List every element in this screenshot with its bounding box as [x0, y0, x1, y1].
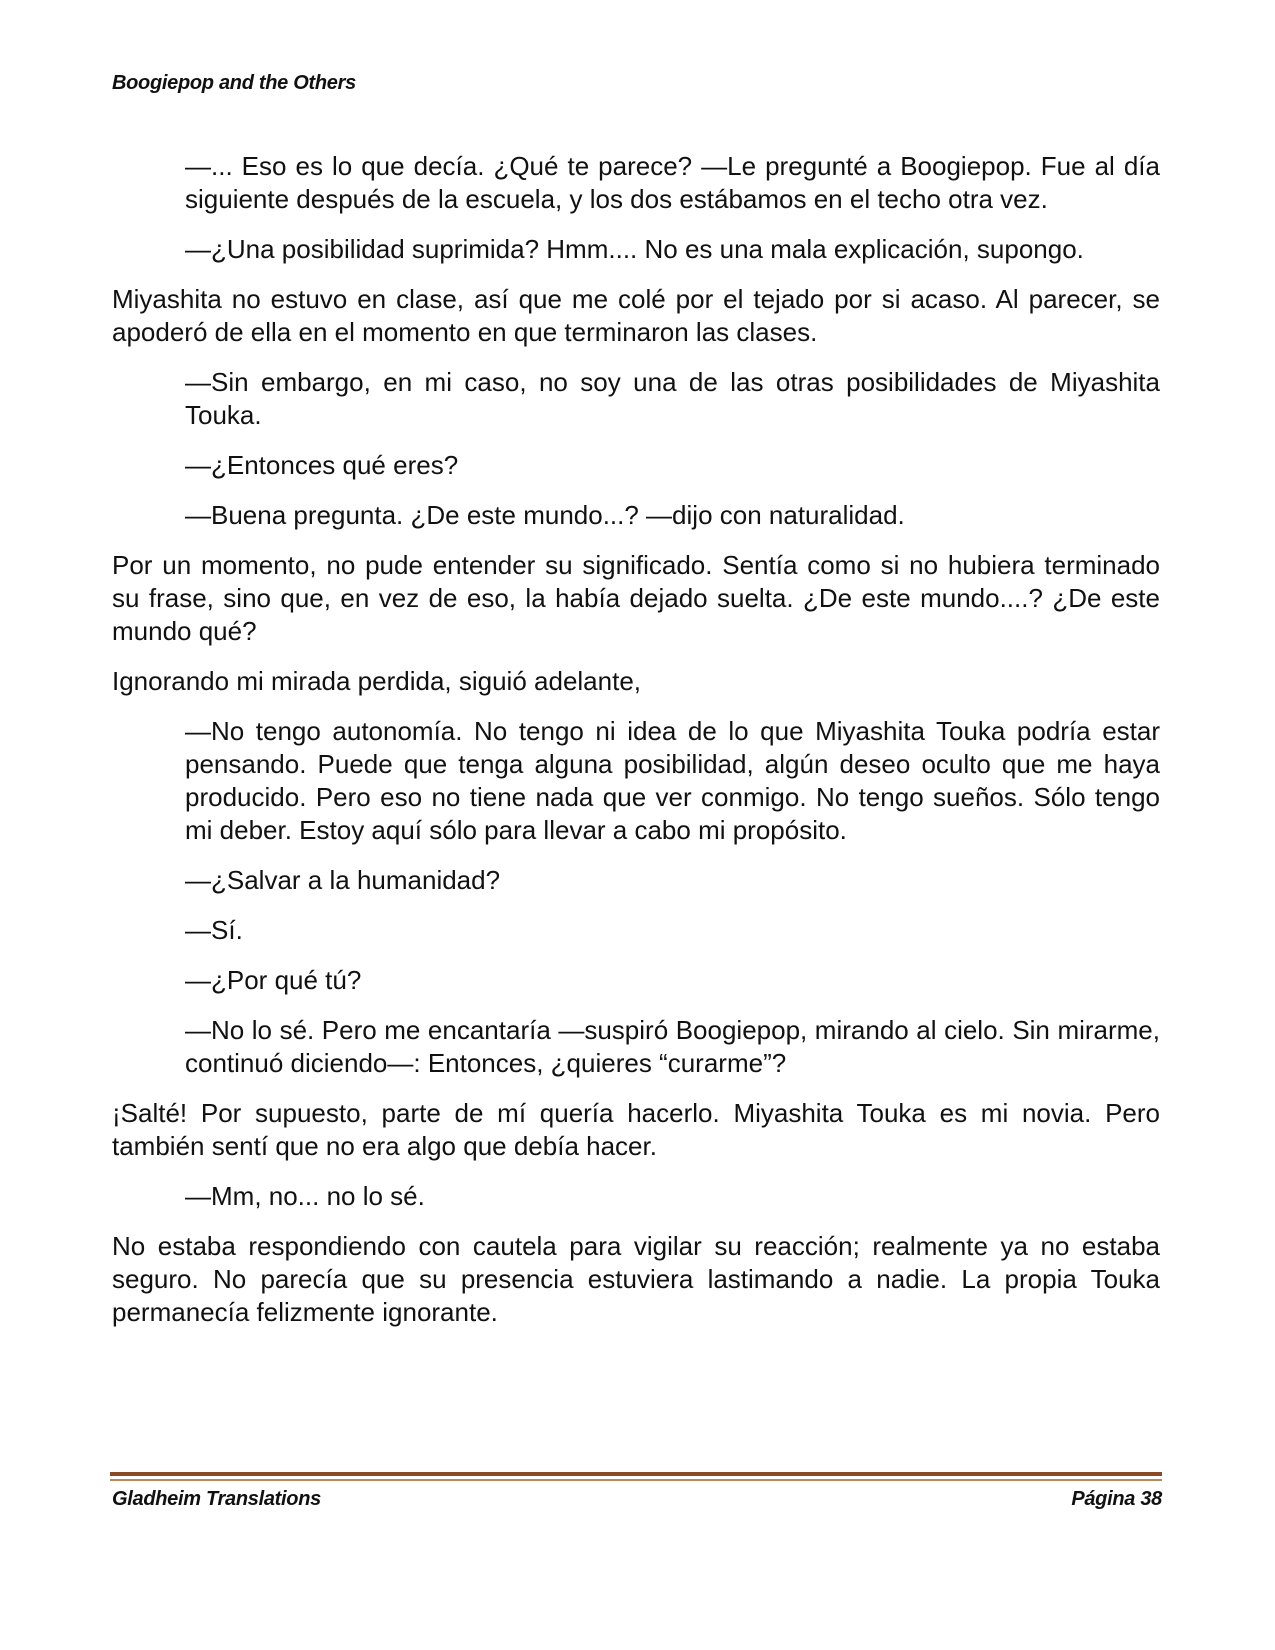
narration-paragraph: Por un momento, no pude entender su significado. Sentía como si no hubiera terminado su frase, sino que, en vez de eso, la había dejado suelta. ¿De este mundo....? ¿De este mundo qué?	[112, 550, 1160, 646]
dialogue-paragraph: —¿Por qué tú?	[185, 965, 362, 995]
narration-paragraph: No estaba respondiendo con cautela para vigilar su reacción; realmente ya no estaba seguro. No parecía que su presencia estuviera lastimando a nadie. La propia Touka permanecía felizmente ignorante.	[112, 1231, 1160, 1327]
footer-rule-thin	[110, 1479, 1162, 1481]
dialogue-paragraph: —¿Salvar a la humanidad?	[185, 865, 501, 895]
dialogue-paragraph: —Sí.	[185, 915, 243, 945]
narration-paragraph: Miyashita no estuvo en clase, así que me colé por el tejado por si acaso. Al parecer, se apoderó de ella en el momento en que terminaron las clases.	[112, 284, 1160, 347]
page-body	[112, 150, 1160, 1346]
narration-paragraph: Ignorando mi mirada perdida, siguió adelante,	[112, 666, 642, 696]
footer-rule-thick	[110, 1472, 1162, 1476]
dialogue-paragraph: —... Eso es lo que decía. ¿Qué te parece? —Le pregunté a Boogiepop. Fue al día siguiente después de la escuela, y los dos estábamos en el techo otra vez.	[185, 151, 1160, 214]
dialogue-paragraph: —¿Una posibilidad suprimida? Hmm.... No es una mala explicación, supongo.	[185, 234, 1084, 264]
dialogue-paragraph: —¿Entonces qué eres?	[185, 450, 459, 480]
footer-page-number: Página 38	[1071, 1488, 1162, 1510]
dialogue-paragraph: —Mm, no... no lo sé.	[185, 1181, 425, 1211]
dialogue-paragraph: —Buena pregunta. ¿De este mundo...? —dijo con naturalidad.	[185, 500, 905, 530]
dialogue-paragraph: —No tengo autonomía. No tengo ni idea de lo que Miyashita Touka podría estar pensando. Puede que tenga alguna posibilidad, algún deseo oculto que me haya producido. Pero eso no tiene nada que ver conmigo. No tengo sueños. Sólo tengo mi deber. Estoy aquí sólo para llevar a cabo mi propósito.	[185, 716, 1160, 845]
footer-publisher: Gladheim Translations	[112, 1488, 321, 1510]
dialogue-paragraph: —Sin embargo, en mi caso, no soy una de las otras posibilidades de Miyashita Touka.	[185, 367, 1160, 430]
dialogue-paragraph: —No lo sé. Pero me encantaría —suspiró Boogiepop, mirando al cielo. Sin mirarme, continuó diciendo—: Entonces, ¿quieres “curarme”?	[185, 1015, 1160, 1078]
running-header-title: Boogiepop and the Others	[112, 72, 356, 94]
narration-paragraph: ¡Salté! Por supuesto, parte de mí quería hacerlo. Miyashita Touka es mi novia. Pero también sentí que no era algo que debía hacer.	[112, 1098, 1160, 1161]
